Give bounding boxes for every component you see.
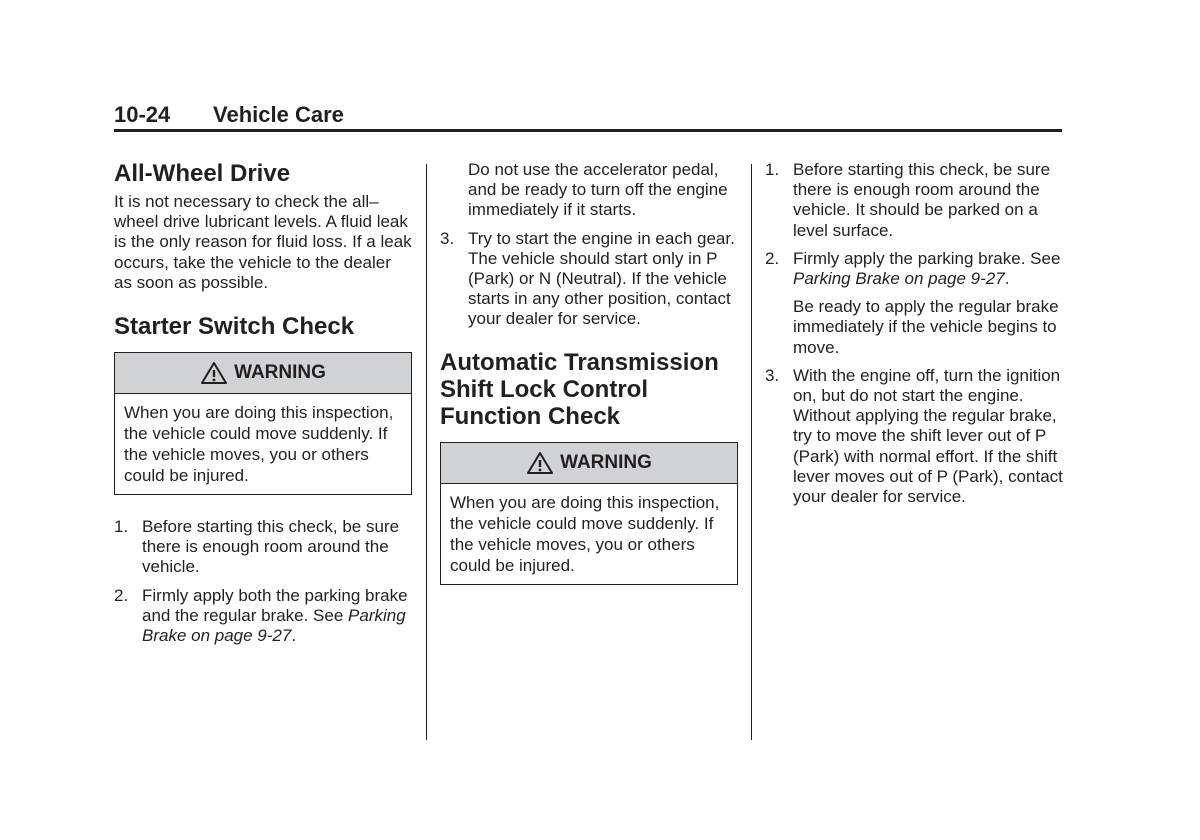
column-3 — [765, 160, 1063, 515]
starter-steps — [114, 517, 412, 646]
column-2 — [440, 160, 738, 585]
warning-header — [441, 443, 737, 484]
step-number: 1. — [765, 160, 780, 179]
step-number: 3. — [440, 228, 455, 248]
list-item — [440, 229, 738, 330]
list-item — [765, 160, 1063, 241]
warning-triangle-icon — [526, 451, 554, 475]
awd-paragraph: It is not necessary to check the all–wheel drive lubricant levels. A fluid leak is the only reason for fluid loss. If a leak occurs, take the vehicle to the dealer as soon as possible. — [114, 192, 412, 292]
column-divider — [751, 164, 752, 740]
parking-brake-reference[interactable]: Parking Brake on page 9-27 — [793, 269, 1005, 289]
warning-box — [440, 442, 738, 585]
step-text: Before starting this check, be sure there is enough room around the vehicle. — [142, 517, 400, 577]
list-item — [114, 586, 412, 647]
step-text-end: . — [291, 626, 297, 646]
warning-text: When you are doing this inspection, the vehicle could move suddenly. If the vehicle moves, you or others could be injured. — [124, 403, 394, 486]
column-divider — [426, 164, 427, 740]
step-text: With the engine off, turn the ignition on, but do not start the engine. Without applying the regular brake, try to move the shift lever out of P (Park) with normal effort. If the shift lever moves out of P (Park), contact your dealer for service. — [793, 365, 1063, 507]
list-item — [765, 366, 1063, 507]
column-1 — [114, 160, 412, 654]
step-number: 3. — [765, 365, 780, 385]
warning-box — [114, 352, 412, 495]
step-number: 2. — [114, 585, 129, 605]
awd-heading: All-Wheel Drive — [114, 160, 291, 187]
parking-brake-reference[interactable]: Parking Brake on page 9-27 — [142, 605, 406, 646]
step-text-end: . — [1004, 269, 1010, 289]
step-number: 1. — [114, 517, 129, 537]
step-continuation: Do not use the accelerator pedal, and be ready to turn off the engine immediately if it starts. — [468, 160, 728, 220]
step-number: 2. — [765, 248, 780, 268]
warning-triangle-icon — [200, 361, 228, 385]
warning-label: WARNING — [234, 362, 326, 384]
warning-text: When you are doing this inspection, the vehicle could move suddenly. If the vehicle moves, you or others could be injured. — [450, 492, 720, 575]
page-header — [114, 102, 1062, 132]
list-item — [765, 249, 1063, 289]
warning-label: WARNING — [560, 451, 652, 473]
section-title: Vehicle Care — [213, 102, 344, 127]
starter-switch-heading: Starter Switch Check — [114, 313, 355, 341]
page-number: 10-24 — [114, 102, 171, 127]
ats-heading: Automatic Transmission Shift Lock Control Function Check — [440, 348, 719, 430]
list-item — [114, 517, 412, 578]
step-text: Firmly apply the parking brake. See — [793, 248, 1061, 268]
step-text: Firmly apply both the parking brake and the regular brake. See — [142, 585, 408, 625]
step-text: Try to start the engine in each gear. The vehicle should start only in P (Park) or N (Neutral). If the vehicle starts in any other position, contact your dealer for service. — [468, 228, 735, 329]
step-note: Be ready to apply the regular brake immediately if the vehicle begins to move. — [793, 297, 1059, 357]
warning-header — [115, 353, 411, 394]
step-text: Before starting this check, be sure there is enough room around the vehicle. It should be parked on a level surface. — [793, 160, 1051, 240]
